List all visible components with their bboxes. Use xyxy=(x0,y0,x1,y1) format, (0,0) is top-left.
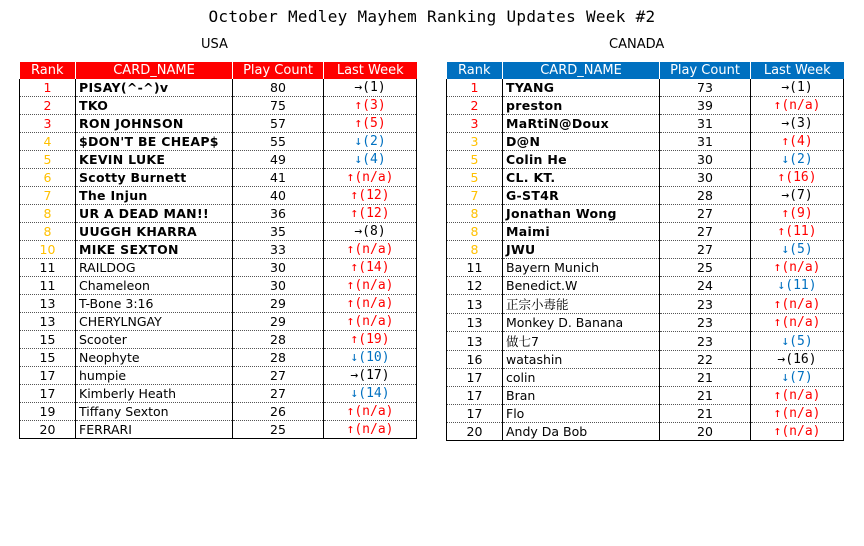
card-name-cell: Bayern Munich xyxy=(503,259,660,277)
card-name-cell: Tiffany Sexton xyxy=(76,403,233,421)
rank-cell: 15 xyxy=(20,349,76,367)
table-row xyxy=(447,332,844,351)
table-row xyxy=(447,151,844,169)
card-name-cell: The Injun xyxy=(76,187,233,205)
last-week-cell: →(3) xyxy=(751,115,844,133)
table-row xyxy=(20,385,417,403)
rank-cell: 19 xyxy=(20,403,76,421)
card-name-cell: Benedict.W xyxy=(503,277,660,295)
region-label-usa: USA xyxy=(201,37,228,52)
card-name-cell: watashin xyxy=(503,351,660,369)
rank-cell: 13 xyxy=(447,314,503,332)
last-week-cell: →(7) xyxy=(751,187,844,205)
card-name-cell: Monkey D. Banana xyxy=(503,314,660,332)
last-week-cell: →(16) xyxy=(751,351,844,369)
table-row xyxy=(20,115,417,133)
card-name-cell: RAILDOG xyxy=(76,259,233,277)
play-count-cell: 75 xyxy=(233,97,324,115)
card-name-cell: humpie xyxy=(76,367,233,385)
header-last-week: Last Week xyxy=(751,62,844,79)
table-row xyxy=(20,367,417,385)
play-count-cell: 23 xyxy=(660,332,751,351)
last-week-cell: ↑(n/a) xyxy=(751,387,844,405)
card-name-cell: Maimi xyxy=(503,223,660,241)
last-week-cell: ↓(11) xyxy=(751,277,844,295)
table-row xyxy=(20,205,417,223)
table-row xyxy=(20,133,417,151)
play-count-cell: 21 xyxy=(660,405,751,423)
play-count-cell: 39 xyxy=(660,97,751,115)
rank-cell: 3 xyxy=(447,133,503,151)
last-week-cell: ↑(n/a) xyxy=(751,423,844,441)
play-count-cell: 30 xyxy=(660,151,751,169)
card-name-cell: UR A DEAD MAN!! xyxy=(76,205,233,223)
last-week-cell: ↑(n/a) xyxy=(751,405,844,423)
card-name-cell: colin xyxy=(503,369,660,387)
table-row xyxy=(447,405,844,423)
last-week-cell: ↑(n/a) xyxy=(324,241,417,259)
rank-cell: 20 xyxy=(20,421,76,439)
card-name-cell: Scotty Burnett xyxy=(76,169,233,187)
page-title: October Medley Mayhem Ranking Updates Week #2 xyxy=(208,7,656,26)
play-count-cell: 30 xyxy=(660,169,751,187)
table-row xyxy=(20,349,417,367)
play-count-cell: 57 xyxy=(233,115,324,133)
last-week-cell: ↑(12) xyxy=(324,205,417,223)
play-count-cell: 49 xyxy=(233,151,324,169)
last-week-cell: ↓(14) xyxy=(324,385,417,403)
rank-cell: 8 xyxy=(447,223,503,241)
canada-ranking-table xyxy=(446,62,844,441)
play-count-cell: 27 xyxy=(660,241,751,259)
rank-cell: 8 xyxy=(447,205,503,223)
last-week-cell: ↑(n/a) xyxy=(751,295,844,314)
table-row xyxy=(447,277,844,295)
table-row xyxy=(447,241,844,259)
table-row xyxy=(447,351,844,369)
rank-cell: 5 xyxy=(447,169,503,187)
last-week-cell: ↑(19) xyxy=(324,331,417,349)
last-week-cell: ↑(5) xyxy=(324,115,417,133)
rank-cell: 13 xyxy=(20,313,76,331)
last-week-cell: →(8) xyxy=(324,223,417,241)
last-week-cell: ↑(14) xyxy=(324,259,417,277)
rank-cell: 8 xyxy=(20,223,76,241)
rank-cell: 13 xyxy=(447,295,503,314)
table-row xyxy=(20,223,417,241)
last-week-cell: ↑(12) xyxy=(324,187,417,205)
header-card-name: CARD_NAME xyxy=(503,62,660,79)
last-week-cell: →(1) xyxy=(751,79,844,97)
header-card-name: CARD_NAME xyxy=(76,62,233,79)
rank-cell: 17 xyxy=(20,385,76,403)
play-count-cell: 28 xyxy=(660,187,751,205)
play-count-cell: 23 xyxy=(660,295,751,314)
card-name-cell: Bran xyxy=(503,387,660,405)
table-row xyxy=(20,403,417,421)
table-row xyxy=(20,313,417,331)
play-count-cell: 21 xyxy=(660,369,751,387)
rank-cell: 17 xyxy=(447,387,503,405)
table-header-row xyxy=(447,62,844,79)
play-count-cell: 28 xyxy=(233,349,324,367)
rank-cell: 16 xyxy=(447,351,503,369)
table-header-row xyxy=(20,62,417,79)
table-row xyxy=(447,295,844,314)
table-row xyxy=(447,369,844,387)
rank-cell: 20 xyxy=(447,423,503,441)
last-week-cell: →(1) xyxy=(324,79,417,97)
last-week-cell: ↑(n/a) xyxy=(324,277,417,295)
card-name-cell: RON JOHNSON xyxy=(76,115,233,133)
rank-cell: 5 xyxy=(447,151,503,169)
rank-cell: 8 xyxy=(447,241,503,259)
rank-cell: 7 xyxy=(447,187,503,205)
table-row xyxy=(447,423,844,441)
table-row xyxy=(20,331,417,349)
rank-cell: 10 xyxy=(20,241,76,259)
header-last-week: Last Week xyxy=(324,62,417,79)
last-week-cell: ↓(2) xyxy=(751,151,844,169)
header-rank: Rank xyxy=(20,62,76,79)
play-count-cell: 80 xyxy=(233,79,324,97)
region-label-canada: CANADA xyxy=(609,37,665,52)
play-count-cell: 25 xyxy=(233,421,324,439)
card-name-cell: FERRARI xyxy=(76,421,233,439)
last-week-cell: ↑(16) xyxy=(751,169,844,187)
last-week-cell: ↑(n/a) xyxy=(324,421,417,439)
play-count-cell: 21 xyxy=(660,387,751,405)
rank-cell: 17 xyxy=(447,369,503,387)
card-name-cell: UUGGH KHARRA xyxy=(76,223,233,241)
play-count-cell: 29 xyxy=(233,313,324,331)
card-name-cell: Scooter xyxy=(76,331,233,349)
play-count-cell: 31 xyxy=(660,115,751,133)
rank-cell: 17 xyxy=(20,367,76,385)
card-name-cell: TYANG xyxy=(503,79,660,97)
card-name-cell: JWU xyxy=(503,241,660,259)
play-count-cell: 55 xyxy=(233,133,324,151)
play-count-cell: 40 xyxy=(233,187,324,205)
play-count-cell: 28 xyxy=(233,331,324,349)
table-row xyxy=(20,295,417,313)
table-row xyxy=(447,169,844,187)
rank-cell: 1 xyxy=(20,79,76,97)
table-row xyxy=(447,259,844,277)
table-row xyxy=(447,387,844,405)
rank-cell: 4 xyxy=(20,133,76,151)
last-week-cell: ↑(3) xyxy=(324,97,417,115)
card-name-cell: Jonathan Wong xyxy=(503,205,660,223)
play-count-cell: 22 xyxy=(660,351,751,369)
last-week-cell: ↑(n/a) xyxy=(324,295,417,313)
card-name-cell: Neophyte xyxy=(76,349,233,367)
card-name-cell: 正宗小毒能 xyxy=(503,295,660,314)
last-week-cell: ↑(n/a) xyxy=(751,314,844,332)
play-count-cell: 36 xyxy=(233,205,324,223)
rank-cell: 13 xyxy=(20,295,76,313)
play-count-cell: 25 xyxy=(660,259,751,277)
table-row xyxy=(447,115,844,133)
card-name-cell: TKO xyxy=(76,97,233,115)
play-count-cell: 29 xyxy=(233,295,324,313)
card-name-cell: KEVIN LUKE xyxy=(76,151,233,169)
rank-cell: 11 xyxy=(447,259,503,277)
header-rank: Rank xyxy=(447,62,503,79)
card-name-cell: CL. KT. xyxy=(503,169,660,187)
play-count-cell: 73 xyxy=(660,79,751,97)
card-name-cell: Kimberly Heath xyxy=(76,385,233,403)
rank-cell: 2 xyxy=(20,97,76,115)
card-name-cell: preston xyxy=(503,97,660,115)
last-week-cell: ↑(9) xyxy=(751,205,844,223)
card-name-cell: G-ST4R xyxy=(503,187,660,205)
rank-cell: 7 xyxy=(20,187,76,205)
last-week-cell: ↓(5) xyxy=(751,241,844,259)
canada-ranking-body xyxy=(447,79,844,441)
play-count-cell: 30 xyxy=(233,259,324,277)
table-row xyxy=(20,259,417,277)
last-week-cell: ↑(n/a) xyxy=(751,259,844,277)
usa-ranking-body xyxy=(20,79,417,439)
play-count-cell: 33 xyxy=(233,241,324,259)
card-name-cell: MIKE SEXTON xyxy=(76,241,233,259)
table-row xyxy=(20,421,417,439)
card-name-cell: MaRtiN@Doux xyxy=(503,115,660,133)
rank-cell: 11 xyxy=(20,259,76,277)
last-week-cell: ↑(n/a) xyxy=(324,169,417,187)
play-count-cell: 41 xyxy=(233,169,324,187)
table-row xyxy=(20,79,417,97)
rank-cell: 1 xyxy=(447,79,503,97)
card-name-cell: Flo xyxy=(503,405,660,423)
play-count-cell: 23 xyxy=(660,314,751,332)
card-name-cell: $DON'T BE CHEAP$ xyxy=(76,133,233,151)
play-count-cell: 20 xyxy=(660,423,751,441)
card-name-cell: D@N xyxy=(503,133,660,151)
play-count-cell: 24 xyxy=(660,277,751,295)
table-row xyxy=(20,187,417,205)
last-week-cell: ↑(n/a) xyxy=(324,403,417,421)
card-name-cell: Colin He xyxy=(503,151,660,169)
play-count-cell: 27 xyxy=(233,367,324,385)
table-row xyxy=(447,133,844,151)
rank-cell: 11 xyxy=(20,277,76,295)
table-row xyxy=(20,169,417,187)
table-row xyxy=(20,151,417,169)
rank-cell: 5 xyxy=(20,151,76,169)
card-name-cell: CHERYLNGAY xyxy=(76,313,233,331)
table-row xyxy=(447,314,844,332)
play-count-cell: 31 xyxy=(660,133,751,151)
rank-cell: 3 xyxy=(447,115,503,133)
last-week-cell: ↓(5) xyxy=(751,332,844,351)
card-name-cell: Chameleon xyxy=(76,277,233,295)
card-name-cell: 做七7 xyxy=(503,332,660,351)
rank-cell: 15 xyxy=(20,331,76,349)
rank-cell: 8 xyxy=(20,205,76,223)
play-count-cell: 26 xyxy=(233,403,324,421)
rank-cell: 6 xyxy=(20,169,76,187)
last-week-cell: ↓(10) xyxy=(324,349,417,367)
card-name-cell: Andy Da Bob xyxy=(503,423,660,441)
header-play-count: Play Count xyxy=(233,62,324,79)
play-count-cell: 35 xyxy=(233,223,324,241)
table-row xyxy=(447,97,844,115)
last-week-cell: ↑(n/a) xyxy=(751,97,844,115)
play-count-cell: 27 xyxy=(660,223,751,241)
header-play-count: Play Count xyxy=(660,62,751,79)
table-row xyxy=(447,79,844,97)
table-row xyxy=(20,241,417,259)
usa-ranking-table xyxy=(19,62,417,439)
play-count-cell: 30 xyxy=(233,277,324,295)
rank-cell: 12 xyxy=(447,277,503,295)
table-row xyxy=(447,187,844,205)
last-week-cell: ↑(11) xyxy=(751,223,844,241)
table-row xyxy=(447,205,844,223)
last-week-cell: ↓(2) xyxy=(324,133,417,151)
table-row xyxy=(20,277,417,295)
last-week-cell: →(17) xyxy=(324,367,417,385)
play-count-cell: 27 xyxy=(233,385,324,403)
rank-cell: 2 xyxy=(447,97,503,115)
last-week-cell: ↑(n/a) xyxy=(324,313,417,331)
table-row xyxy=(447,223,844,241)
play-count-cell: 27 xyxy=(660,205,751,223)
last-week-cell: ↓(7) xyxy=(751,369,844,387)
card-name-cell: PISAY(^-^)v xyxy=(76,79,233,97)
card-name-cell: T-Bone 3:16 xyxy=(76,295,233,313)
rank-cell: 13 xyxy=(447,332,503,351)
rank-cell: 3 xyxy=(20,115,76,133)
rank-cell: 17 xyxy=(447,405,503,423)
table-row xyxy=(20,97,417,115)
last-week-cell: ↑(4) xyxy=(751,133,844,151)
last-week-cell: ↓(4) xyxy=(324,151,417,169)
